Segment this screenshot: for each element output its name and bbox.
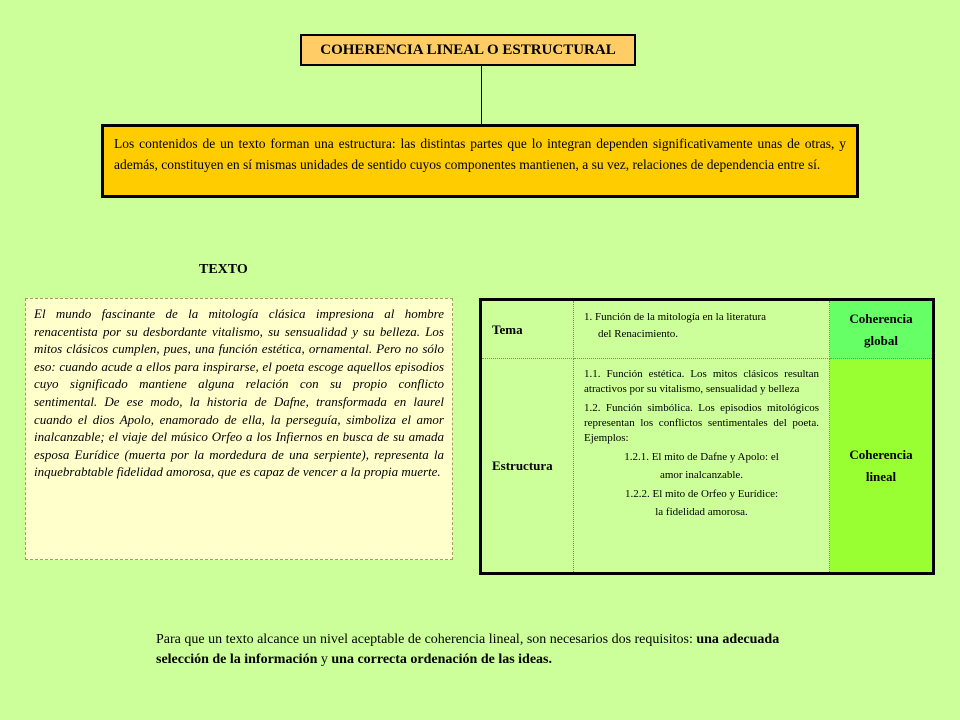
passage-box (25, 298, 453, 560)
footer-note (156, 630, 808, 670)
connector-line (481, 66, 482, 124)
page-title: COHERENCIA LINEAL O ESTRUCTURAL (320, 41, 616, 58)
footer-joiner: y (320, 652, 328, 667)
item-1-2-2b: la fidelidad amorosa. (655, 506, 748, 518)
coherencia-lineal-cell (830, 359, 932, 572)
title-box (300, 34, 636, 66)
estructura-content (574, 359, 830, 572)
item-1-1: 1.1. Función estética. Los mitos clásicos resultan atractivos por su vitalismo, sensualidad y belleza (584, 368, 819, 395)
tema-label: Tema (482, 301, 574, 359)
item-1-2-1a: 1.2.1. El mito de Dafne y Apolo: el (624, 451, 779, 463)
footer-req-1: una adecuada selección de la información (156, 632, 780, 667)
item-1-2: 1.2. Función simbólica. Los episodios mitológicos representan los conflictos sentimentales del poeta. Ejemplos: (584, 402, 819, 444)
texto-heading: TEXTO (199, 262, 248, 277)
tema-line-1: 1. Función de la mitología en la literatura (584, 311, 767, 323)
coherencia-lineal-2: lineal (865, 468, 897, 484)
structure-table (479, 298, 935, 575)
coherencia-global-2: global (864, 332, 898, 348)
passage-text: El mundo fascinante de la mitología clásica impresiona al hombre renacentista por su desbordante vitalismo, su sensualidad y su belleza. Los mitos clásicos cumplen, pues, una función estética, ornamental. Pero no sólo eso: cuando acude a ellos para inspirarse, el poeta escoge aquellos episodios cuyo significado mantiene alguna relación con su propio conflicto sentimental. De ese modo, la historia de Dafne, transformada en laurel cuando el dios Apolo, enamorado de ella, la perseguía, simboliza el amor inalcanzable; el viaje del músico Orfeo a los Infiernos en busca de su amada esposa Eurídice (muerta por la mordedura de una serpiente), representa la inquebrabtable fidelidad amorosa, que es capaz de vencer a la propia muerte. (34, 306, 444, 480)
item-1-2-2a: 1.2.2. El mito de Orfeo y Eurídice: (624, 488, 779, 500)
definition-text: Los contenidos de un texto forman una estructura: las distintas partes que lo integran dependen significativamente unas de otras, y además, constituyen en sí mismas unidades de sentido cuyos componentes mantienen, a su vez, relaciones de dependencia entre sí. (114, 136, 846, 172)
coherencia-global-cell (830, 301, 932, 359)
footer-lead: Para que un texto alcance un nivel aceptable de coherencia lineal, son necesarios dos requisitos: (156, 632, 693, 647)
tema-content (574, 301, 830, 359)
coherencia-global-1: Coherencia (849, 310, 913, 326)
estructura-label: Estructura (482, 359, 574, 572)
item-1-2-1b: amor inalcanzable. (659, 469, 744, 481)
coherencia-lineal-1: Coherencia (849, 446, 913, 462)
definition-box (101, 124, 859, 198)
footer-req-2: una correcta ordenación de las ideas. (331, 652, 552, 667)
tema-line-2: del Renacimiento. (598, 328, 679, 340)
